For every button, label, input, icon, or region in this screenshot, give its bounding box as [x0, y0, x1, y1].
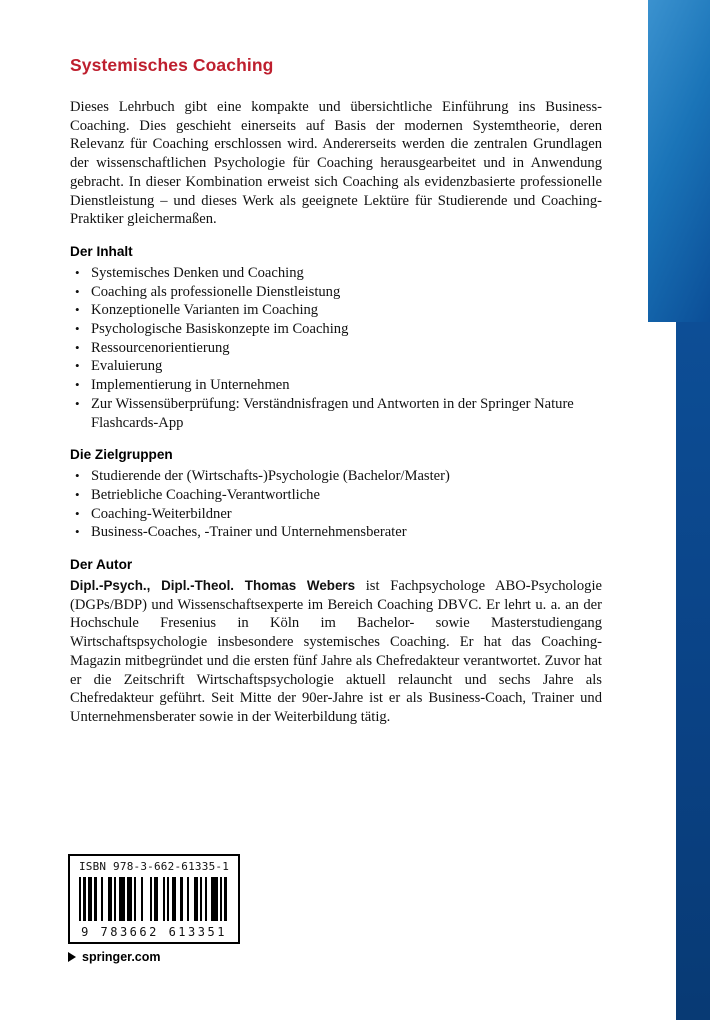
list-item: • Zur Wissensüberprüfung: Verständnisfragen und Antworten in der Springer Nature Flashcards-App — [70, 395, 602, 432]
cover-text-block — [70, 55, 602, 727]
list-item: • Coaching-Weiterbildner — [70, 505, 602, 524]
blue-band-top — [648, 0, 710, 322]
author-bio: ist Fachpsychologe ABO-Psychologie (DGPs/BDP) und Wissenschaftsexperte im Bereich Coaching DBVC. Er lehrt u. a. an der Hochschule Fresenius in Köln im Bachelor- sowie Masterstudiengang Wirtschaftspsychologie insbesondere systemisches Coaching. Er hat das Coaching-Magazin mitbegründet und die ersten fünf Jahre als Chefredakteur verantwortet. Zuvor hat er die Zeitschrift Wirtschaftspsychologie aktuell relauncht und sechs Jahre als Chefredakteur geführt. Seit Mitte der 90er-Jahre ist er als Business-Coach, Trainer und Unternehmensberater sowie in der Weiterbildung tätig. — [70, 578, 602, 725]
list-item: • Business-Coaches, -Trainer und Unternehmensberater — [70, 523, 602, 542]
section-heading-zielgruppen: Die Zielgruppen — [70, 447, 173, 463]
isbn-digits: 9 783662 613351 — [81, 925, 227, 939]
arrow-icon — [68, 952, 76, 962]
intro-paragraph: Dieses Lehrbuch gibt eine kompakte und übersichtliche Einführung ins Business-Coaching. Dies geschieht einerseits auf Basis der modernen Systemtheorie, deren Relevanz für Coaching erschlossen wird. Andererseits werden die zentralen Grundlagen der wissenschaftlichen Psychologie für Coaching herausgearbeitet und in Anwendung gebracht. In dieser Kombination erweist sich Coaching als evidenzbasierte professionelle Dienstleistung – und dieses Werk als geeignete Lektüre für Studierende und Coaching-Praktiker gleichermaßen. — [70, 99, 602, 228]
list-item: • Betriebliche Coaching-Verantwortliche — [70, 486, 602, 505]
publisher-footer — [68, 950, 161, 964]
barcode — [79, 877, 229, 921]
list-item: • Evaluierung — [70, 357, 602, 376]
list-item: • Systemisches Denken und Coaching — [70, 264, 602, 283]
list-item: • Implementierung in Unternehmen — [70, 376, 602, 395]
inhalt-list — [70, 264, 602, 432]
section-heading-inhalt: Der Inhalt — [70, 243, 133, 259]
author-paragraph — [70, 577, 602, 727]
list-item: • Coaching als professionelle Dienstleistung — [70, 283, 602, 302]
list-item: • Psychologische Basiskonzepte im Coaching — [70, 320, 602, 339]
list-item: • Konzeptionelle Varianten im Coaching — [70, 301, 602, 320]
list-item: • Studierende der (Wirtschafts-)Psychologie (Bachelor/Master) — [70, 467, 602, 486]
isbn-label: ISBN 978-3-662-61335-1 — [78, 860, 230, 873]
blue-band-bottom — [676, 322, 710, 1020]
isbn-barcode-box — [68, 854, 240, 944]
list-item: • Ressourcenorientierung — [70, 339, 602, 358]
publisher-site: springer.com — [82, 950, 161, 964]
section-heading-autor: Der Autor — [70, 557, 133, 573]
author-name: Dipl.-Psych., Dipl.-Theol. Thomas Webers — [70, 578, 356, 594]
book-title: Systemisches Coaching — [70, 55, 274, 75]
zielgruppen-list — [70, 467, 602, 542]
